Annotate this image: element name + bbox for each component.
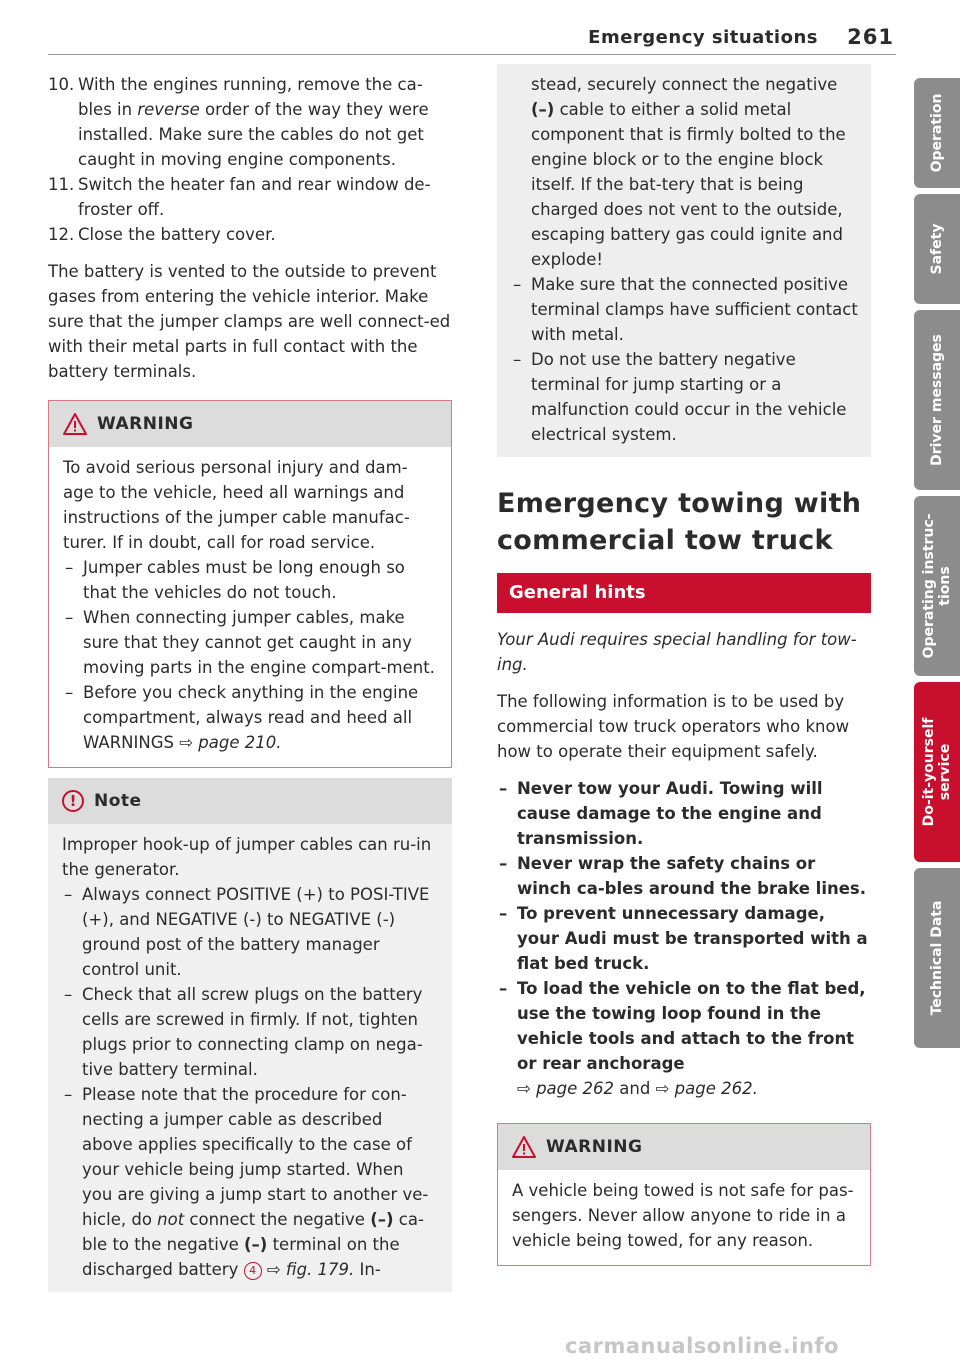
- section-title: Emergency situations: [588, 27, 818, 48]
- warning-intro: To avoid serious personal injury and dam-age to the vehicle, heed all warnings and instructions of the jumper cable manufac-turer. If in doubt, call for road service.: [63, 458, 410, 552]
- page-header: [48, 24, 896, 55]
- warning-box: [48, 400, 452, 768]
- list-item: – To load the vehicle on to the flat bed, use the towing loop found in the vehicle tools and attach to the front or rear anchorage ⇨ page 262 and ⇨ page 262.: [499, 979, 866, 1098]
- note-box: [48, 778, 452, 1292]
- note-label: Note: [94, 791, 142, 811]
- warning-header: [498, 1124, 870, 1170]
- intro-text: Your Audi requires special handling for tow-ing.: [497, 630, 857, 674]
- continuation-list: [511, 272, 859, 447]
- tab-technical-data[interactable]: Technical Data: [914, 868, 960, 1048]
- step-12: 12. Close the battery cover.: [48, 225, 276, 244]
- watermark: carmanualsonline.info: [565, 1334, 839, 1358]
- tab-operation[interactable]: Operation: [914, 78, 960, 188]
- continuation-text: stead, securely connect the negative (–) cable to either a solid metal component that is firmly bolted to the engine block or to the engine block itself. If the bat-tery that is being charged does not vent to the outside, escaping battery gas could ignite and explode!: [531, 75, 846, 269]
- list-item: – Never wrap the safety chains or winch ca-bles around the brake lines.: [499, 854, 867, 898]
- warning-body: [498, 1170, 870, 1265]
- page-262-link[interactable]: ⇨ page 262: [517, 1079, 615, 1098]
- note-header: [48, 778, 452, 824]
- warning-label: WARNING: [546, 1137, 643, 1157]
- step-10: 10. With the engines running, remove the ca-bles in reverse order of the way they were installed. Make sure the cables do not get caught in moving engine components.: [48, 75, 429, 169]
- section-heading: Emergency towing with commercial tow truck: [497, 488, 862, 556]
- warning-triangle-icon: [512, 1136, 536, 1158]
- note-list: [62, 882, 438, 1282]
- towing-warning-box: [497, 1123, 871, 1266]
- note-intro: Improper hook-up of jumper cables can ru-in the generator.: [62, 835, 432, 879]
- list-item: – Do not use the battery negative terminal for jump starting or a malfunction could occur in the vehicle electrical system.: [513, 350, 847, 444]
- list-item: – Never tow your Audi. Towing will cause damage to the engine and transmission.: [499, 779, 823, 848]
- note-body: [48, 824, 452, 1292]
- note-icon: !: [62, 790, 84, 812]
- tab-driver-messages[interactable]: Driver messages: [914, 310, 960, 490]
- battery-vent-paragraph: The battery is vented to the outside to prevent gases from entering the vehicle interior. Make sure that the jumper clamps are well connect-ed with their metal parts in full contact with the battery terminals.: [48, 262, 451, 381]
- list-item: – Before you check anything in the engine compartment, always read and heed all WARNINGS ⇨ page 210.: [65, 683, 419, 752]
- right-column: [497, 64, 871, 1266]
- warning-body: [49, 447, 451, 767]
- page-number: 261: [847, 25, 894, 49]
- warning-header: [49, 401, 451, 447]
- warning-label: WARNING: [97, 414, 194, 434]
- callout-4-icon: 4: [244, 1262, 262, 1280]
- step-11: 11. Switch the heater fan and rear window de-froster off.: [48, 175, 431, 219]
- list-item: – Check that all screw plugs on the battery cells are screwed in firmly. If not, tighten plugs prior to connecting clamp on nega-tive battery terminal.: [64, 985, 423, 1079]
- tab-do-it-yourself-service[interactable]: Do-it-yourself service: [914, 682, 960, 862]
- tow-operators-paragraph: The following information is to be used by commercial tow truck operators who know how to operate their equipment safely.: [497, 692, 850, 761]
- warning-text: A vehicle being towed is not safe for pas-sengers. Never allow anyone to ride in a vehicle being towed, for any reason.: [512, 1181, 854, 1250]
- chapter-tabs: [914, 78, 960, 1054]
- steps-list: [48, 72, 452, 247]
- fig-179-link[interactable]: ⇨ fig. 179.: [266, 1260, 355, 1279]
- list-item: – To prevent unnecessary damage, your Audi must be transported with a flat bed truck.: [499, 904, 868, 973]
- warning-list: [63, 555, 437, 755]
- note-continuation: [497, 64, 871, 457]
- tab-operating-instructions[interactable]: Operating instruc- tions: [914, 496, 960, 676]
- list-item: – Jumper cables must be long enough so that the vehicles do not touch.: [65, 558, 405, 602]
- list-item: – Make sure that the connected positive terminal clamps have sufficient contact with metal.: [513, 275, 858, 344]
- towing-rules-list: [497, 776, 871, 1101]
- list-item: – Always connect POSITIVE (+) to POSI-TIVE (+), and NEGATIVE (-) to NEGATIVE (-) ground post of the battery manager control unit.: [64, 885, 430, 979]
- warning-triangle-icon: [63, 413, 87, 435]
- subsection-heading: General hints: [497, 573, 871, 613]
- list-item: – When connecting jumper cables, make sure that they cannot get caught in any moving parts in the engine compart-ment.: [65, 608, 435, 677]
- page-210-link[interactable]: ⇨ page 210.: [179, 733, 282, 752]
- tab-safety[interactable]: Safety: [914, 194, 960, 304]
- list-item: – Please note that the procedure for con-necting a jumper cable as described above applies specifically to the case of your vehicle being jump started. When you are giving a jump start to another ve-hicle, do not connect the negative (–) ca-ble to the negative (–) terminal on the discharged battery 4 ⇨ fig. 179. In-: [64, 1085, 429, 1279]
- page-262-link-2[interactable]: ⇨ page 262.: [655, 1079, 758, 1098]
- left-column: [48, 64, 452, 1292]
